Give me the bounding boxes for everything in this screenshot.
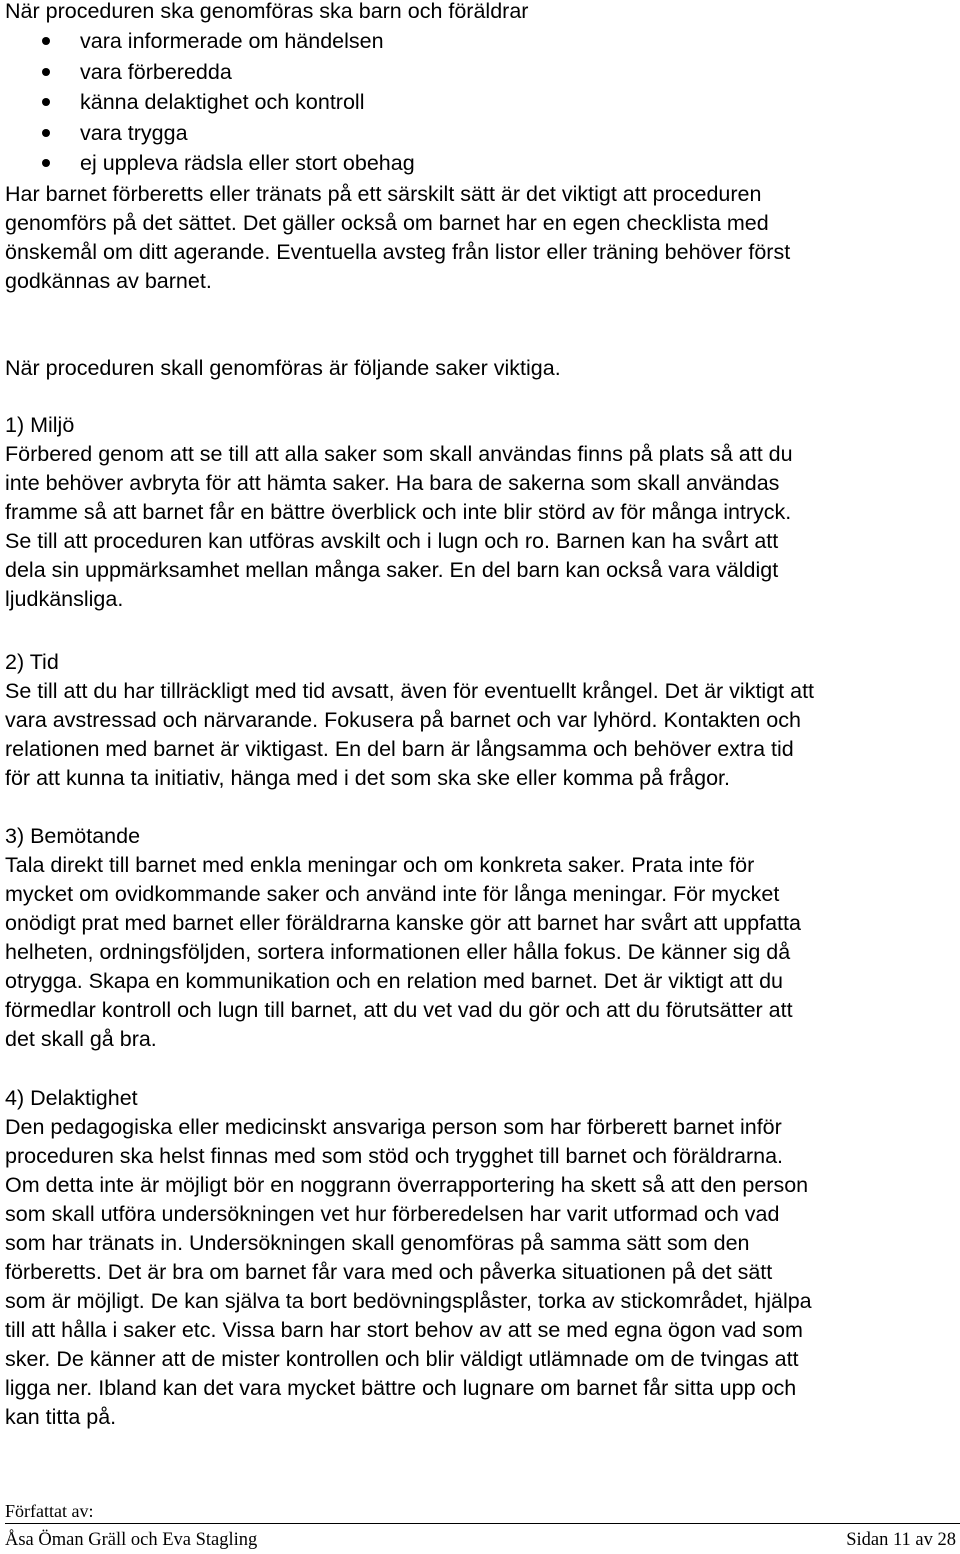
section-treatment xyxy=(5,822,960,1054)
section-heading: 2) Tid xyxy=(5,650,59,674)
bullet-list xyxy=(5,26,415,179)
footer-page-number: Sidan 11 av 28 xyxy=(846,1530,956,1550)
text-line: genomförs på det sättet. Det gäller också om barnet har en egen checklista med xyxy=(5,211,769,235)
text-line: inte behöver avbryta för att hämta saker. Ha bara de sakerna som skall användas xyxy=(5,471,780,495)
footer-divider xyxy=(5,1523,960,1524)
text-line: kan titta på. xyxy=(5,1405,117,1429)
text-line: till att hålla i saker etc. Vissa barn har stort behov av att se med egna ögon vad som xyxy=(5,1318,803,1342)
text-line: ljudkänsliga. xyxy=(5,587,124,611)
footer-authors: Åsa Öman Gräll och Eva Stagling xyxy=(5,1530,258,1550)
text-line: Tala direkt till barnet med enkla meningar och om konkreta saker. Prata inte för xyxy=(5,853,755,877)
text-line: förberetts. Det är bra om barnet får vara med och påverka situationen på det sätt xyxy=(5,1260,773,1284)
list-item: vara trygga xyxy=(5,118,415,149)
text-line: Den pedagogiska eller medicinskt ansvariga person som har förberett barnet inför xyxy=(5,1115,782,1139)
list-item: känna delaktighet och kontroll xyxy=(5,87,415,118)
section-heading: 3) Bemötande xyxy=(5,824,141,848)
text-line: som skall utföra undersökningen vet hur förberedelsen har varit utformad och vad xyxy=(5,1202,780,1226)
section-heading: 1) Miljö xyxy=(5,413,75,437)
text-line: Om detta inte är möjligt bör en noggrann överrapportering ha skett så att den person xyxy=(5,1173,809,1197)
text-line: Har barnet förberetts eller tränats på ett särskilt sätt är det viktigt att proceduren xyxy=(5,182,762,206)
text-line: onödigt prat med barnet eller föräldrarna kanske gör att barnet har svårt att uppfatta xyxy=(5,911,801,935)
text-line: ligga ner. Ibland kan det vara mycket bättre och lugnare om barnet får sitta upp och xyxy=(5,1376,797,1400)
section-heading: 4) Delaktighet xyxy=(5,1086,138,1110)
bullet-icon xyxy=(42,37,50,45)
text-line: Se till att du har tillräckligt med tid avsatt, även för eventuellt krångel. Det är viktigt att xyxy=(5,679,815,703)
text-line: det skall gå bra. xyxy=(5,1027,157,1051)
section-participation xyxy=(5,1084,960,1432)
text-line: helheten, ordningsföljden, sortera informationen eller hålla fokus. De känner sig då xyxy=(5,940,791,964)
text-line: När proceduren skall genomföras är följande saker viktiga. xyxy=(5,356,561,380)
text-line: Se till att proceduren kan utföras avskilt och i lugn och ro. Barnen kan ha svårt att xyxy=(5,529,779,553)
text-line: vara avstressad och närvarande. Fokusera på barnet och var lyhörd. Kontakten och xyxy=(5,708,801,732)
bullet-icon xyxy=(42,159,50,167)
text-line: dela sin uppmärksamhet mellan många saker. En del barn kan också vara väldigt xyxy=(5,558,779,582)
text-line: mycket om ovidkommande saker och använd inte för långa meningar. För mycket xyxy=(5,882,780,906)
text-line: önskemål om ditt agerande. Eventuella avsteg från listor eller träning behöver först xyxy=(5,240,791,264)
list-item: vara förberedda xyxy=(5,57,415,88)
training-paragraph xyxy=(5,180,960,296)
section-time xyxy=(5,648,960,793)
list-item: ej uppleva rädsla eller stort obehag xyxy=(5,148,415,179)
text-line: sker. De känner att de mister kontrollen och blir väldigt utlämnade om de tvingas att xyxy=(5,1347,799,1371)
text-line: förmedlar kontroll och lugn till barnet, att du vet vad du gör och att du förutsätter att xyxy=(5,998,793,1022)
important-intro xyxy=(5,354,960,383)
intro-text: När proceduren ska genomföras ska barn och föräldrar xyxy=(5,0,529,23)
text-line: otrygga. Skapa en kommunikation och en relation med barnet. Det är viktigt att du xyxy=(5,969,784,993)
section-environment xyxy=(5,411,960,614)
footer-label: Författat av: xyxy=(5,1501,94,1521)
text-line: som har tränats in. Undersökningen skall genomföras på samma sätt som den xyxy=(5,1231,750,1255)
text-line: godkännas av barnet. xyxy=(5,269,212,293)
text-line: för att kunna ta initiativ, hänga med i det som ska ske eller komma på frågor. xyxy=(5,766,730,790)
bullet-icon xyxy=(42,68,50,76)
bullet-icon xyxy=(42,98,50,106)
bullet-icon xyxy=(42,129,50,137)
list-item: vara informerade om händelsen xyxy=(5,26,415,57)
text-line: framme så att barnet får en bättre överblick och inte blir störd av för många intryck. xyxy=(5,500,792,524)
text-line: proceduren ska helst finnas med som stöd och trygghet till barnet och föräldrarna. xyxy=(5,1144,783,1168)
text-line: relationen med barnet är viktigast. En del barn är långsamma och behöver extra tid xyxy=(5,737,794,761)
text-line: som är möjligt. De kan själva ta bort bedövningsplåster, torka av stickområdet, hjälpa xyxy=(5,1289,812,1313)
text-line: Förbered genom att se till att alla saker som skall användas finns på plats så att du xyxy=(5,442,793,466)
